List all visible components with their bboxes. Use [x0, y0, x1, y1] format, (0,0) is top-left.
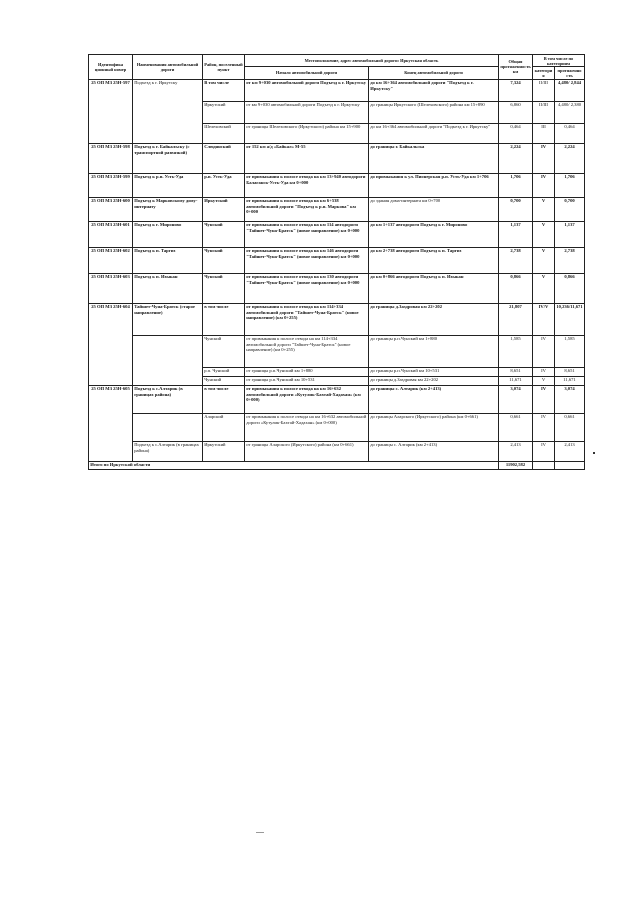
district: Чунский	[203, 335, 245, 367]
category: IV	[533, 335, 555, 367]
district: Иркутский	[203, 441, 245, 461]
scan-mark	[256, 832, 264, 833]
table-row	[89, 221, 585, 247]
district: р.п. Усть-Уда	[203, 173, 245, 197]
road-id: 25 ОП МЗ 25Н-599	[89, 173, 133, 197]
category: IV	[533, 413, 555, 441]
end: до км 0+866 автодороги Подъезд к п. Изыкан	[369, 273, 499, 303]
length: 2,738	[499, 247, 533, 273]
total-row	[89, 461, 585, 469]
end: до границы Аларского (Иркутского) района (км 0+661)	[369, 413, 499, 441]
length: 2,413	[499, 441, 533, 461]
end: до границы г. Байкальска	[369, 143, 499, 173]
total-empty-cell	[533, 461, 555, 469]
len2: 2,738	[555, 247, 585, 273]
header-start: Начало автомобильной дороги	[245, 67, 369, 79]
length: 0,700	[499, 197, 533, 221]
length: 21,807	[499, 303, 533, 335]
road-name: Подъезд к п. Изыкан	[133, 273, 203, 303]
table-row	[89, 79, 585, 101]
road-name: Подъезд к Марковскому дому-интернату	[133, 197, 203, 221]
category: V	[533, 221, 555, 247]
district: Аларский	[203, 413, 245, 441]
end: до км 1+137 автодороги Подъезд к г. Мироново	[369, 221, 499, 247]
road-id: 25 ОП МЗ 25Н-603	[89, 273, 133, 303]
table-row	[89, 385, 585, 413]
end: до границы д.Заздровая км 22+202	[369, 303, 499, 335]
category: III	[533, 123, 555, 143]
start: от границы Аларского (Иркутского) района (км 0+661)	[245, 441, 369, 461]
start: от примыкания к полосе отвода на км 13+940 автодороги Балаганск-Усть-Уда км 0+000	[245, 173, 369, 197]
scan-dot	[593, 452, 595, 454]
district: Иркутский	[203, 101, 245, 123]
road-name: Подъезд к г. Байкальску (с транспортной развязкой)	[133, 143, 203, 173]
road-id: 25 ОП МЗ 25Н-600	[89, 197, 133, 221]
end: до км 16+364 автомобильной дороги "Подъезд к г. Иркутску"	[369, 123, 499, 143]
end: до здания дома-интерната км 0+700	[369, 197, 499, 221]
header-end: Конец автомобильной дороги	[369, 67, 499, 79]
length: 6,860	[499, 101, 533, 123]
header-id: Идентифика ционный номер	[89, 55, 133, 80]
category: II/III	[533, 79, 555, 101]
category: IV	[533, 143, 555, 173]
district: р.п. Чунский	[203, 367, 245, 376]
length: 0,661	[499, 413, 533, 441]
district: Чунский	[203, 221, 245, 247]
len2: 1,137	[555, 221, 585, 247]
table-row	[89, 173, 585, 197]
table-row	[89, 197, 585, 221]
category: IV/V	[533, 303, 555, 335]
category: IV	[533, 441, 555, 461]
district: Чунский	[203, 376, 245, 385]
roads-table	[88, 54, 585, 470]
category: V	[533, 247, 555, 273]
start: от км 9+030 автомобильной дороги Подъезд к г. Иркутску	[245, 79, 369, 101]
total-empty-cell	[555, 461, 585, 469]
start: от примыкания к полосе отвода на км 16+632 автомобильной дороги «Кутулик-Бахтай-Хадахан» (км 0+000)	[245, 385, 369, 413]
end: до границы р.п.Чунский км 1+880	[369, 335, 499, 367]
start: от примыкания к полосе отвода на км 114+334 автомобильной дороги "Тайшет-Чуна-Братск" (новое направление) (км 0+255)	[245, 335, 369, 367]
road-name: Тайшет-Чуна-Братск (старое направление)	[133, 303, 203, 335]
table-row	[89, 273, 585, 303]
road-name	[133, 413, 203, 441]
category: IV	[533, 173, 555, 197]
road-name: Подъезд к р.п. Усть-Уда	[133, 173, 203, 197]
road-name	[133, 335, 203, 385]
table-row	[89, 335, 585, 367]
category: IV	[533, 367, 555, 376]
start: от 152 км а/д «Байкал» М-55	[245, 143, 369, 173]
table-row	[89, 143, 585, 173]
total-value: 11902,582	[499, 461, 533, 469]
total-label: Итого по Иркутской области	[89, 461, 499, 469]
district: в том числе	[203, 385, 245, 413]
district: в том числе	[203, 303, 245, 335]
end: до км 16+364 автомобильной дороги "Подъезд к г. Иркутску"	[369, 79, 499, 101]
road-name: Подъезд к г. Иркутску	[133, 79, 203, 143]
start: от км 9+030 автомобильной дороги Подъезд к г. Иркутску	[245, 101, 369, 123]
length: 0,866	[499, 273, 533, 303]
category: II/III	[533, 101, 555, 123]
len2: 1,706	[555, 173, 585, 197]
district: Чунский	[203, 273, 245, 303]
road-name: Подъезд к с.Алтарик (в границах района)	[133, 441, 203, 461]
start: от границы Шелеховского (Иркутского) района км 15+900	[245, 123, 369, 143]
header-location: Местоположение, адрес автомобильной дороги: Иркутская область	[245, 55, 499, 67]
length: 7,324	[499, 79, 533, 101]
len2: 4,480/ 2,844	[555, 79, 585, 101]
len2: 8,651	[555, 367, 585, 376]
district: В том числе	[203, 79, 245, 101]
length: 0,464	[499, 123, 533, 143]
length: 8,651	[499, 367, 533, 376]
length: 2,224	[499, 143, 533, 173]
start: от границы р.п.Чунский км 1+880	[245, 367, 369, 376]
start: от примыкания к полосе отвода на км 130 автодороги "Тайшет-Чуна-Братск" (новое направление) км 0+000	[245, 273, 369, 303]
len2: 0,464	[555, 123, 585, 143]
road-id: 25 ОП МЗ 25Н-602	[89, 247, 133, 273]
len2: 0,866	[555, 273, 585, 303]
start: от примыкания к полосе отвода на км 6+538 автомобильной дороги "Подъезд к р.п. Маркова" км 0+000	[245, 197, 369, 221]
len2: 2,224	[555, 143, 585, 173]
len2: 11,671	[555, 376, 585, 385]
end: до примыкания к ул. Пионерская р.п. Усть-Уда км 1+706	[369, 173, 499, 197]
header-name: Наименования автомобильной дороги	[133, 55, 203, 80]
end: до границы с. Алтарик (км 2+413)	[369, 441, 499, 461]
header-length: Общая протяженность км	[499, 55, 533, 80]
district: Чунский	[203, 247, 245, 273]
road-name: Подъезд к г. Мироново	[133, 221, 203, 247]
district: Иркутский	[203, 197, 245, 221]
length: 11,671	[499, 376, 533, 385]
table-row	[89, 413, 585, 441]
end: до км 2+738 автодороги Подъезд к п. Таргиз	[369, 247, 499, 273]
len2: 2,413	[555, 441, 585, 461]
road-name: Подъезд к с.Алтарик (в границах района)	[133, 385, 203, 413]
road-id: 25 ОП МЗ 25Н-598	[89, 143, 133, 173]
road-id: 25 ОП МЗ 25Н-604	[89, 303, 133, 385]
length: 1,706	[499, 173, 533, 197]
table-row	[89, 441, 585, 461]
table-row	[89, 247, 585, 273]
end: до границы Иркутского (Шелеховского) района км 15+890	[369, 101, 499, 123]
start: от примыкания к полосе отвода на км 114 автодороги "Тайшет-Чуна-Братск" (новое направление) км 0+000	[245, 221, 369, 247]
road-id: 25 ОП МЗ 25Н-597	[89, 79, 133, 143]
len2: 4,480/ 2,380	[555, 101, 585, 123]
end: до границы р.п.Чунский км 10+531	[369, 367, 499, 376]
start: от примыкания к полосе отвода на км 114+334 автомобильной дороги "Тайшет-Чуна-Братск" (новое направление) (км 0+255)	[245, 303, 369, 335]
table-row	[89, 303, 585, 335]
category: IV	[533, 385, 555, 413]
len2: 3,074	[555, 385, 585, 413]
district: Шелеховский	[203, 123, 245, 143]
length: 3,074	[499, 385, 533, 413]
start: от примыкания к полосе отвода на км 16+632 автомобильной дороги «Кутулик-Бахтай-Хадахан» (км 0+000)	[245, 413, 369, 441]
header-incl: В том числе по категориям	[533, 55, 585, 67]
length: 1,137	[499, 221, 533, 247]
start: от примыкания к полосе отвода на км 146 автодороги "Тайшет-Чуна-Братск" (новое направление) км 0+000	[245, 247, 369, 273]
road-name: Подъезд к п. Таргиз	[133, 247, 203, 273]
end: до границы с. Алтарик (км 2+413)	[369, 385, 499, 413]
len2: 10,236/11,671	[555, 303, 585, 335]
len2: 0,700	[555, 197, 585, 221]
district: Слюдянский	[203, 143, 245, 173]
road-id: 25 ОП МЗ 25Н-601	[89, 221, 133, 247]
category: V	[533, 376, 555, 385]
header-len2: протяженно сть	[555, 67, 585, 79]
header-category: категори я	[533, 67, 555, 79]
header-district: Район, поселенный пункт	[203, 55, 245, 80]
length: 1,585	[499, 335, 533, 367]
start: от границы р.п.Чунский км 10+531	[245, 376, 369, 385]
end: до границы д.Заздровая км 22+202	[369, 376, 499, 385]
road-id: 25 ОП МЗ 25Н-605	[89, 385, 133, 461]
len2: 0,661	[555, 413, 585, 441]
category: V	[533, 273, 555, 303]
len2: 1,585	[555, 335, 585, 367]
category: V	[533, 197, 555, 221]
